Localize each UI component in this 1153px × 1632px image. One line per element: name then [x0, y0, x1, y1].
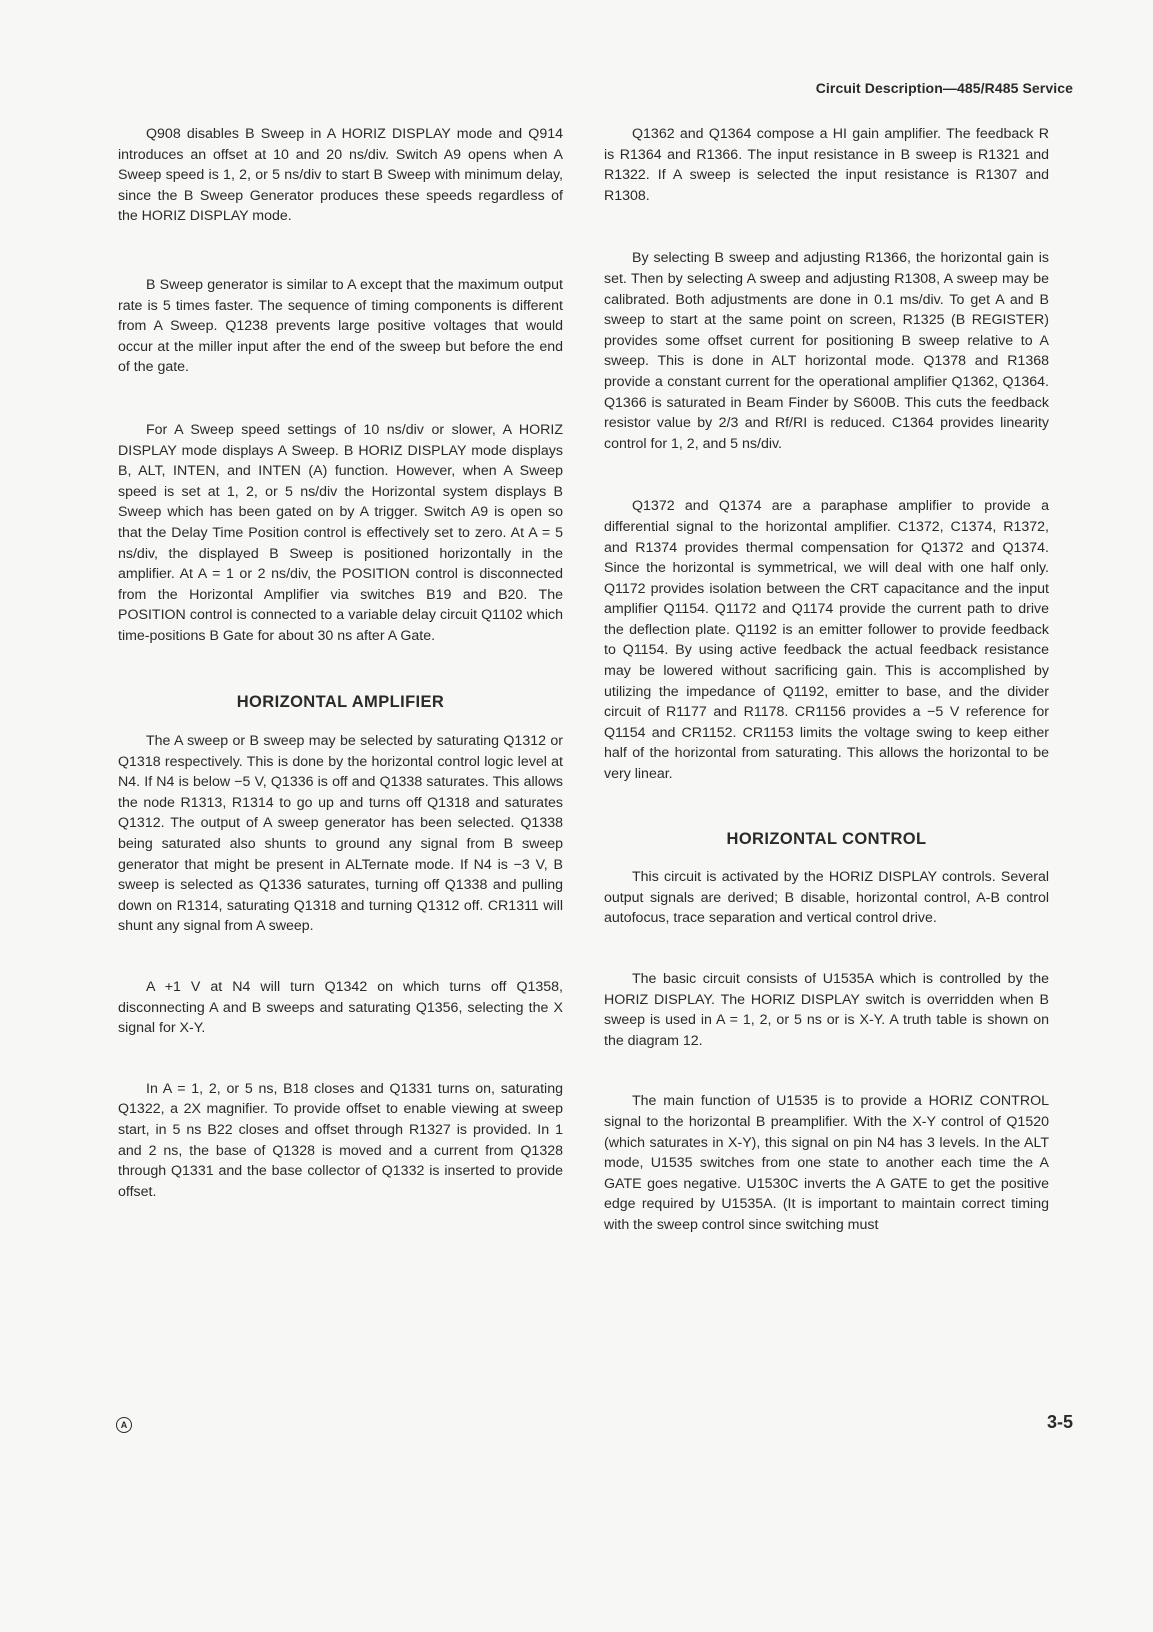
right-column [604, 124, 1049, 1236]
paragraph: This circuit is activated by the HORIZ DISPLAY controls. Several output signals are derived; B disable, horizontal control, A-B control autofocus, trace separation and vertical control drive. [604, 869, 1049, 927]
paragraph: The A sweep or B sweep may be selected by saturating Q1312 or Q1318 respectively. This is done by the horizontal control logic level at N4. If N4 is below −5 V, Q1336 is off and Q1338 saturates. This allows the node R1313, R1314 to go up and turns off Q1318 and saturates Q1312. The output of A sweep generator has been selected. Q1338 being saturated also shunts to ground any signal from B sweep generator that might be present in ALTernate mode. If N4 is −3 V, B sweep is selected as Q1336 saturates, turning off Q1338 and pulling down on R1314, saturating Q1318 and turning Q1312 off. CR1311 will shunt any signal from A sweep. [118, 733, 563, 935]
running-header: Circuit Description—485/R485 Service [815, 80, 1073, 96]
page-number: 3-5 [1046, 1412, 1073, 1432]
paragraph: Q908 disables B Sweep in A HORIZ DISPLAY mode and Q914 introduces an offset at 10 and 20 ns/div. Switch A9 opens when A Sweep speed is 1, 2, or 5 ns/div to start B Sweep with minimum delay, since the B Sweep Generator produces these speeds regardless of the HORIZ DISPLAY mode. [118, 126, 563, 225]
paragraph: The basic circuit consists of U1535A which is controlled by the HORIZ DISPLAY. The HORIZ DISPLAY switch is overridden when B sweep is used in A = 1, 2, or 5 ns or is X-Y. A truth table is shown on the diagram 12. [604, 971, 1049, 1049]
paragraph: Q1372 and Q1374 are a paraphase amplifier to provide a differential signal to the horizontal amplifier. C1372, C1374, R1372, and R1374 provides thermal compensation for Q1372 and Q1374. Since the horizontal is symmetrical, we will deal with one half only. Q1172 provides isolation between the CRT capacitance and the input amplifier Q1154. Q1172 and Q1174 provide the current path to drive the deflection plate. Q1192 is an emitter follower to provide feedback to Q1154. By using active feedback the actual feedback resistance may be lowered without sacrificing gain. This is accomplished by utilizing the impedance of Q1192, emitter to base, and the divider circuit of R1177 and R1178. CR1156 provides a −5 V reference for Q1154 and CR1152. CR1153 limits the voltage swing to keep either half of the horizontal from saturating. This allows the horizontal to be very linear. [604, 498, 1049, 783]
section-heading-horizontal-control: HORIZONTAL CONTROL [726, 829, 927, 848]
paragraph: Q1362 and Q1364 compose a HI gain amplifier. The feedback R is R1364 and R1366. The input resistance in B sweep is R1321 and R1322. If A sweep is selected the input resistance is R1307 and R1308. [604, 126, 1049, 204]
paragraph: In A = 1, 2, or 5 ns, B18 closes and Q1331 turns on, saturating Q1322, a 2X magnifier. To provide offset to enable viewing at sweep start, in 5 ns B22 closes and offset through R1327 is provided. In 1 and 2 ns, the base of Q1328 is moved and a current from Q1328 through Q1331 and the base collector of Q1332 is inserted to provide offset. [118, 1080, 563, 1200]
paragraph: A +1 V at N4 will turn Q1342 on which turns off Q1358, disconnecting A and B sweeps and saturating Q1356, selecting the X signal for X-Y. [118, 979, 563, 1037]
paragraph: For A Sweep speed settings of 10 ns/div or slower, A HORIZ DISPLAY mode displays A Sweep. B HORIZ DISPLAY mode displays B, ALT, INTEN, and INTEN (A) function. However, when A Sweep speed is set at 1, 2, or 5 ns/div the Horizontal system displays B Sweep which has been gated on by A trigger. Switch A9 is open so that the Delay Time Position control is effectively set to zero. At A = 5 ns/div, the displayed B Sweep is positioned horizontally in the amplifier. At A = 1 or 2 ns/div, the POSITION control is disconnected from the Horizontal Amplifier via switches B19 and B20. The POSITION control is connected to a variable delay circuit Q1102 which time-positions B Gate for about 30 ns after A Gate. [118, 421, 563, 644]
paragraph: B Sweep generator is similar to A except that the maximum output rate is 5 times faster. The sequence of timing components is different from A Sweep. Q1238 prevents large positive voltages that would occur at the miller input after the end of the sweep but before the end of the gate. [118, 276, 563, 376]
left-column [118, 124, 563, 1202]
revision-mark-icon: A [116, 1417, 132, 1433]
section-heading-horizontal-amplifier: HORIZONTAL AMPLIFIER [236, 693, 445, 712]
paragraph: By selecting B sweep and adjusting R1366, the horizontal gain is set. Then by selecting A sweep and adjusting R1308, A sweep may be calibrated. Both adjustments are done in 0.1 ms/div. To get A and B sweep to start at the same point on screen, R1325 (B REGISTER) provides some offset current for positioning B sweep relative to A sweep. This is done in ALT horizontal mode. Q1378 and R1368 provide a constant current for the operational amplifier Q1362, Q1364. Q1366 is saturated in Beam Finder by S600B. This cuts the feedback resistor value by 2/3 and Rf/RI is reduced. C1364 provides linearity control for 1, 2, and 5 ns/div. [604, 250, 1049, 452]
paragraph: The main function of U1535 is to provide a HORIZ CONTROL signal to the horizontal B preamplifier. With the X-Y control of Q1520 (which saturates in X-Y), this signal on pin N4 has 3 levels. In the ALT mode, U1535 switches from one state to another each time the A GATE goes negative. U1530C inverts the A GATE to get the positive edge required by U1535A. (It is important to maintain correct timing with the sweep control since switching must [604, 1093, 1049, 1233]
